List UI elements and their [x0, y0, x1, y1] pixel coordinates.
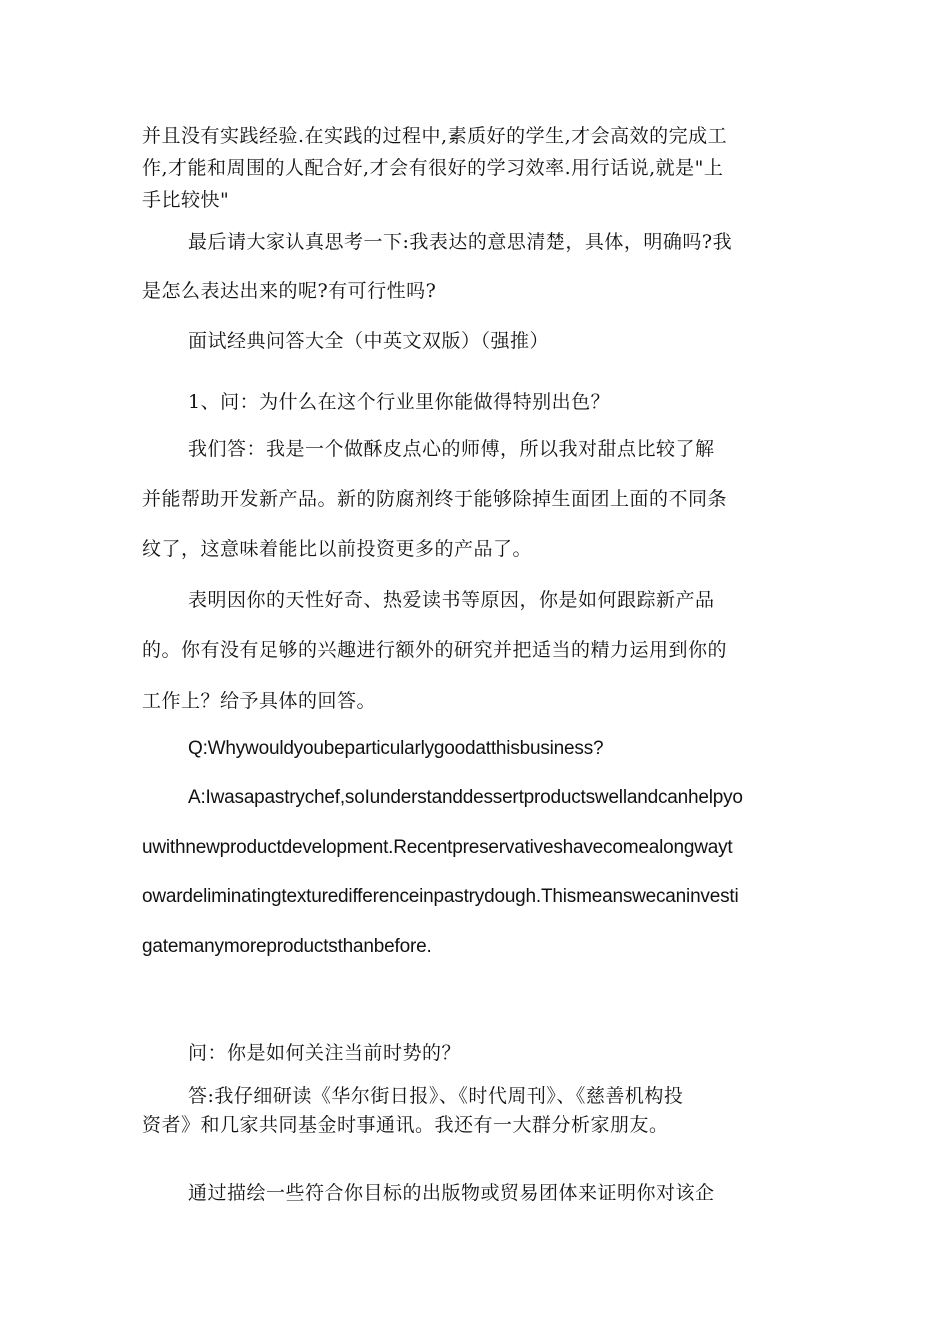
section-heading: 面试经典问答大全（中英文双版）（强推）: [188, 330, 550, 352]
paragraph-line: 并且没有实践经验.在实践的过程中,素质好的学生,才会高效的完成工: [142, 125, 728, 147]
english-answer-line: uwithnewproductdevelopment.Recentpreservativeshavecomealongwayt: [142, 837, 733, 858]
english-question-line: Q:Whywouldyoubeparticularlygoodatthisbusiness?: [188, 738, 604, 759]
answer-line: 答:我仔细研读《华尔街日报》、《时代周刊》、《慈善机构投: [188, 1085, 684, 1107]
paragraph-line: 的。你有没有足够的兴趣进行额外的研究并把适当的精力运用到你的: [142, 639, 728, 661]
answer-line: 资者》和几家共同基金时事通讯。我还有一大群分析家朋友。: [142, 1114, 669, 1136]
paragraph-line: 手比较快": [142, 189, 230, 211]
paragraph-line: 表明因你的天性好奇、热爱读书等原因，你是如何跟踪新产品: [188, 589, 715, 611]
paragraph-line: 是怎么表达出来的呢?有可行性吗?: [142, 280, 437, 302]
paragraph-line: 通过描绘一些符合你目标的出版物或贸易团体来证明你对该企: [188, 1182, 715, 1204]
paragraph-line: 并能帮助开发新产品。新的防腐剂终于能够除掉生面团上面的不同条: [142, 488, 728, 510]
paragraph-line: 纹了，这意味着能比以前投资更多的产品了。: [142, 538, 533, 560]
english-answer-line: owardeliminatingtexturedifferenceinpastrydough.Thismeanswecaninvesti: [142, 886, 739, 907]
paragraph-line: 作,才能和周围的人配合好,才会有很好的学习效率.用行话说,就是"上: [142, 157, 724, 179]
english-answer-line: A:Iwasapastrychef,soIunderstanddessertproductswellandcanhelpyo: [188, 787, 743, 808]
question-line: 问：你是如何关注当前时势的？: [188, 1042, 462, 1064]
question-line: 1、问：为什么在这个行业里你能做得特别出色？: [188, 391, 611, 413]
paragraph-line: 最后请大家认真思考一下:我表达的意思清楚，具体，明确吗?我: [188, 231, 733, 253]
paragraph-line: 工作上？给予具体的回答。: [142, 690, 377, 712]
english-answer-line: gatemanymoreproductsthanbefore.: [142, 936, 432, 957]
answer-line: 我们答：我是一个做酥皮点心的师傅，所以我对甜点比较了解: [188, 438, 715, 460]
